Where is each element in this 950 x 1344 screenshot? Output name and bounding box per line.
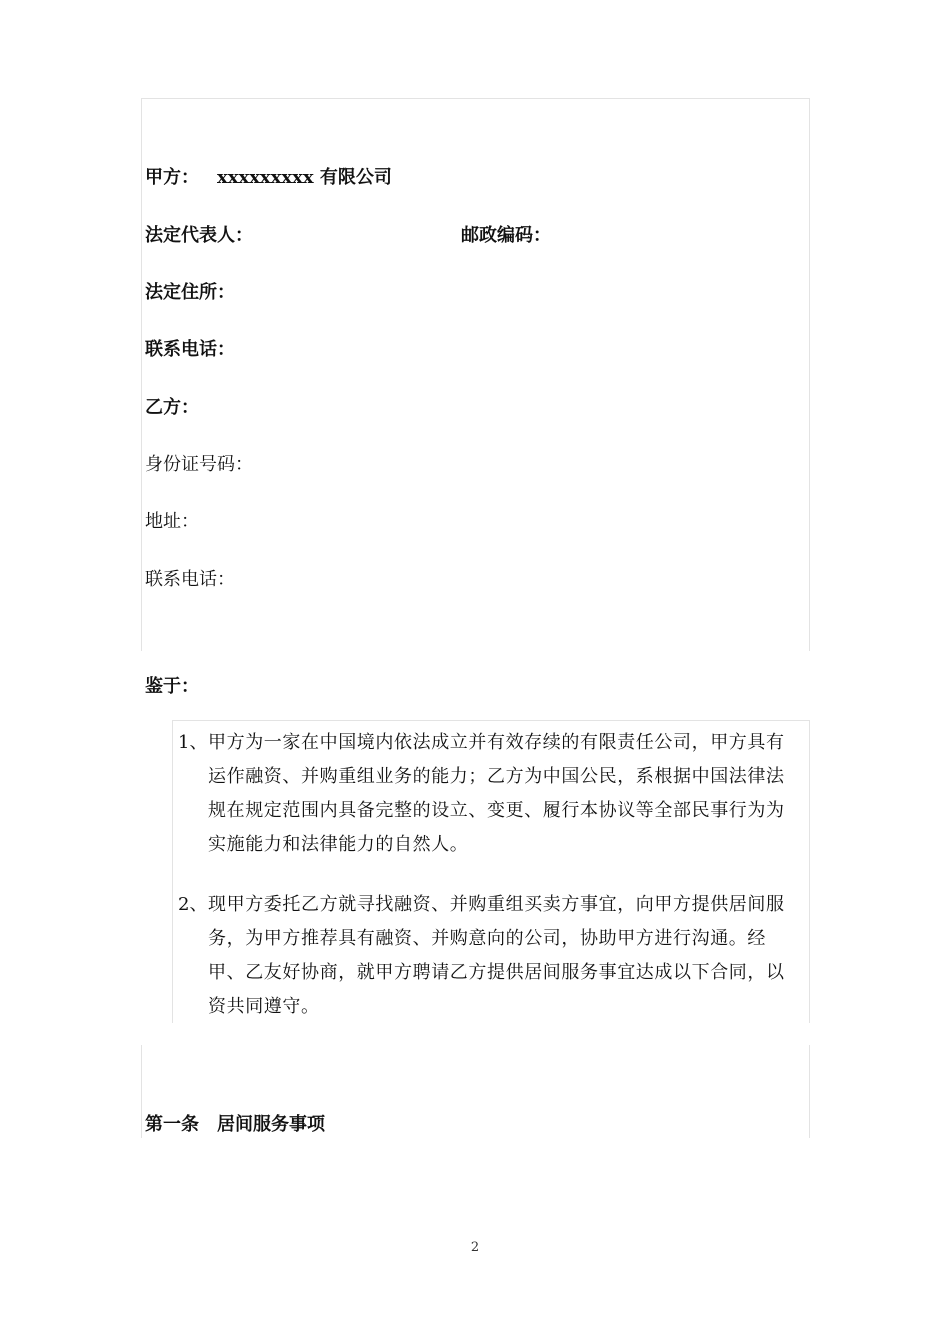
- party-b-label: 乙方：: [145, 397, 199, 418]
- party-a-address-label: 法定住所：: [145, 282, 235, 303]
- party-a-legal-rep-label: 法定代表人：: [145, 225, 253, 246]
- party-b-phone-label: 联系电话：: [145, 569, 235, 590]
- recital-item-text: 甲方为一家在中国境内依法成立并有效存续的有限责任公司，甲方具有运作融资、并购重组业务的能力；乙方为中国公民，系根据中国法律法规在规定范围内具备完整的设立、变更、履行本协议等全部民事行为为实施能力和法律能力的自然人。: [208, 732, 785, 855]
- party-a-phone-label: 联系电话：: [145, 339, 235, 360]
- recital-item: [178, 726, 802, 862]
- article-number: 第一条: [145, 1114, 199, 1135]
- recital-item-number: 2、: [178, 894, 208, 915]
- recital-item: [178, 888, 802, 1024]
- party-a-postcode-label: 邮政编码：: [461, 225, 551, 246]
- party-b-id-label: 身份证号码：: [145, 454, 253, 475]
- party-a-line: [145, 166, 392, 190]
- party-a-company-name: xxxxxxxxx 有限公司: [217, 167, 392, 188]
- article-heading: [145, 1113, 325, 1137]
- party-a-label: 甲方：: [145, 167, 199, 188]
- party-b-address-label: 地址：: [145, 511, 199, 532]
- recital-item-number: 1、: [178, 732, 208, 753]
- page-number: 2: [470, 1240, 480, 1255]
- recital-item-text: 现甲方委托乙方就寻找融资、并购重组买卖方事宜，向甲方提供居间服务，为甲方推荐具有融资、并购意向的公司，协助甲方进行沟通。经甲、乙友好协商，就甲方聘请乙方提供居间服务事宜达成以下合同，以资共同遵守。: [208, 894, 785, 1017]
- recitals-heading: 鉴于：: [145, 676, 199, 697]
- article-title: 居间服务事项: [217, 1114, 325, 1135]
